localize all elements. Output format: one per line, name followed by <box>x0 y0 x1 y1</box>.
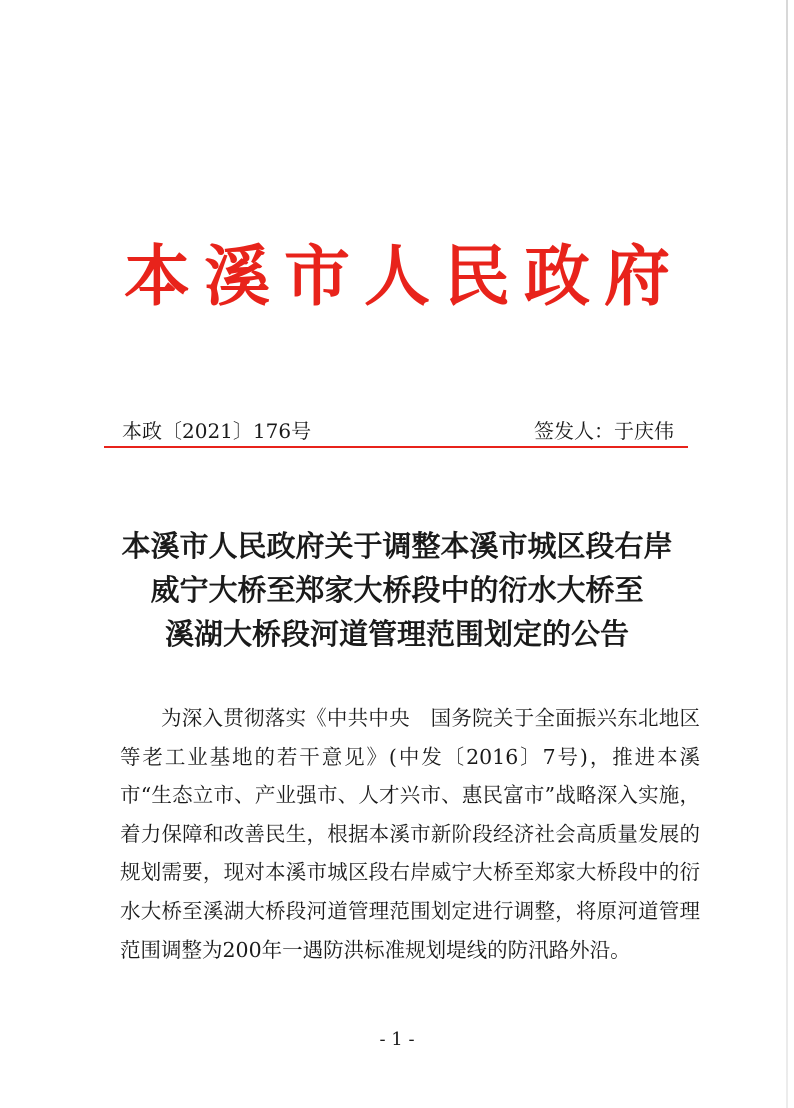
body-paragraph: 为深入贯彻落实《中共中央 国务院关于全面振兴东北地区等老工业基地的若干意见》(中发〔2016〕7号)，推进本溪市“生态立市、产业强市、人才兴市、惠民富市”战略深入实施，着力保障和改善民生，根据本溪市新阶段经济社会高质量发展的规划需要，现对本溪市城区段右岸威宁大桥至郑家大桥段中的衍水大桥至溪湖大桥段河道管理范围划定进行调整，将原河道管理范围调整为200年一遇防洪标准规划堤线的防汛路外沿。 <box>120 706 700 962</box>
scan-edge-shadow <box>786 0 788 1108</box>
red-divider-line <box>104 446 688 448</box>
notice-title-line: 威宁大桥至郑家大桥段中的衍水大桥至 <box>150 573 644 607</box>
notice-title-line: 本溪市人民政府关于调整本溪市城区段右岸 <box>121 529 673 563</box>
page-number: - 1 - <box>379 1029 415 1050</box>
notice-title-line: 溪湖大桥段河道管理范围划定的公告 <box>164 617 629 651</box>
agency-letterhead-title: 本溪市人民政府 <box>124 238 684 315</box>
document-number: 本政〔2021〕176号 <box>122 419 312 443</box>
signer: 签发人：于庆伟 <box>534 419 674 443</box>
notice-title <box>60 524 734 656</box>
